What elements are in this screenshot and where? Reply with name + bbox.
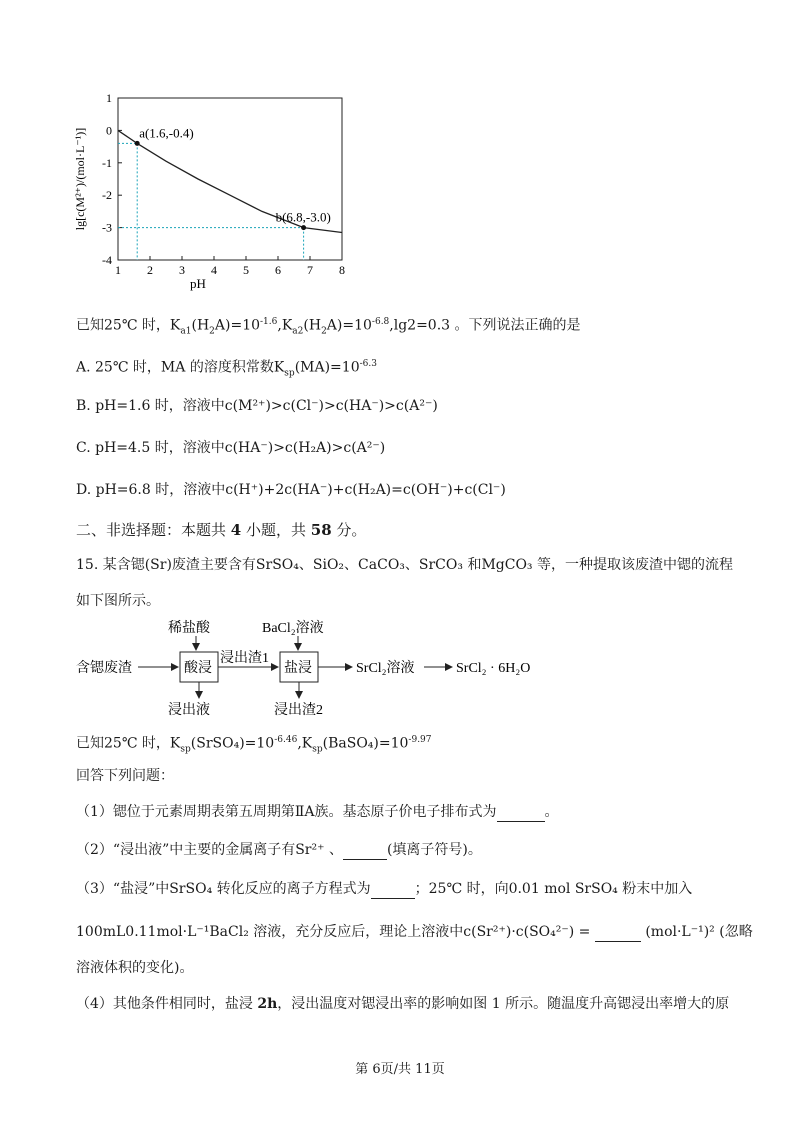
flow-product2-label: SrCl₂ · 6H₂O	[456, 661, 531, 676]
q15-part1: （1）锶位于元素周期表第五周期第ⅡA族。基态原子价电子排布式为 。	[76, 804, 559, 820]
answer-heading: 回答下列问题：	[76, 768, 174, 784]
page-footer: 第 6页/共 11页	[355, 1062, 445, 1077]
x-tick-label: 5	[243, 263, 249, 277]
answer-blank-2[interactable]	[343, 843, 387, 860]
q14-stem: 已知25℃ 时，$K_{a1}(H_2A)=10^{-1.6},K_{a2}(H_2A)=10^{-6.8},\lg 2=0.3$ 。下列说法正确的是	[76, 317, 581, 337]
x-tick-label: 4	[211, 263, 217, 277]
y-tick-label: 0	[106, 123, 112, 138]
flow-box2-label: 盐浸	[284, 661, 312, 676]
flow-reagent2-label: BaCl₂溶液	[262, 621, 324, 636]
y-tick-label: -2	[102, 188, 112, 203]
section-heading: 二、非选择题：本题共 4 小题，共 58 分。	[76, 521, 367, 539]
flow-mid-label: 浸出渣1	[220, 651, 269, 666]
point-label: a(1.6,-0.4)	[139, 125, 194, 141]
data-point	[301, 225, 306, 230]
flow-product1-label: SrCl₂溶液	[356, 661, 415, 676]
q15-part3-line3: 溶液体积的变化)。	[76, 960, 194, 976]
y-tick-label: 1	[106, 91, 112, 105]
flow-out1-label: 浸出液	[168, 703, 210, 718]
q15-intro-line1: 15. 某含锶(Sr)废渣主要含有SrSO₄、SiO₂、CaCO₃、SrCO₃ 和MgCO₃ 等，一种提取该废渣中锶的流程	[76, 557, 733, 573]
y-tick-label: -4	[102, 253, 112, 267]
q14-option-d: D. pH=6.8 时，溶液中c(H⁺)+2c(HA⁻)+c(H₂A)=c(OH⁻)+c(Cl⁻)	[76, 482, 506, 498]
answer-blank-1[interactable]	[497, 805, 545, 822]
q15-part2: （2）“浸出液”中主要的金属离子有Sr²⁺ 、 (填离子符号)。	[76, 842, 482, 858]
q14-option-c: C. pH=4.5 时，溶液中c(HA⁻)>c(H₂A)>c(A²⁻)	[76, 440, 386, 456]
flow-box1-label: 酸浸	[184, 661, 212, 676]
x-tick-label: 1	[115, 263, 121, 277]
q15-part3-line1: （3）“盐浸”中SrSO₄ 转化反应的离子方程式为 ；25℃ 时，向0.01 mol SrSO₄ 粉末中加入	[76, 881, 693, 897]
y-tick-label: -1	[102, 155, 112, 170]
data-point	[135, 141, 140, 146]
y-axis-label: lg[c(M²⁺)/(mol·L⁻¹)]	[73, 127, 87, 231]
x-axis-label: pH	[190, 276, 206, 291]
plot-frame	[118, 98, 342, 260]
concentration-ph-chart	[70, 86, 360, 296]
answer-blank-3[interactable]	[371, 882, 415, 899]
flow-out2-label: 浸出渣2	[274, 703, 323, 718]
q15-ksp-line: 已知25℃ 时，$K_{sp}(SrSO_4)=10^{-6.46},K_{sp}(BaSO_4)=10^{-9.97}$	[76, 735, 432, 755]
q15-part3-line2: 100mL0.11mol·L⁻¹BaCl₂ 溶液，充分反应后，理论上溶液中c(Sr²⁺)·c(SO₄²⁻) = (mol·L⁻¹)² (忽略	[76, 924, 753, 940]
q14-option-b: B. pH=1.6 时，溶液中c(M²⁺)>c(Cl⁻)>c(HA⁻)>c(A²⁻)	[76, 398, 438, 414]
flow-start-label: 含锶废渣	[76, 661, 132, 676]
y-tick-label: -3	[102, 220, 112, 235]
flow-reagent1-label: 稀盐酸	[168, 621, 210, 636]
x-tick-label: 6	[275, 263, 281, 277]
q15-part4: （4）其他条件相同时，盐浸 2h，浸出温度对锶浸出率的影响如图 1 所示。随温度升高锶浸出率增大的原	[76, 996, 730, 1012]
answer-blank-4[interactable]	[595, 925, 641, 942]
point-label: b(6.8,-3.0)	[275, 209, 331, 225]
x-tick-label: 2	[147, 263, 153, 277]
x-tick-label: 7	[307, 263, 313, 277]
q15-intro-line2: 如下图所示。	[76, 593, 160, 609]
x-tick-label: 3	[179, 263, 185, 277]
q14-option-a: A. 25℃ 时，MA 的溶度积常数$K_{sp}(MA)=10^{-6.3}$	[76, 359, 377, 379]
x-tick-label: 8	[339, 263, 345, 277]
process-flow-diagram	[76, 614, 556, 724]
